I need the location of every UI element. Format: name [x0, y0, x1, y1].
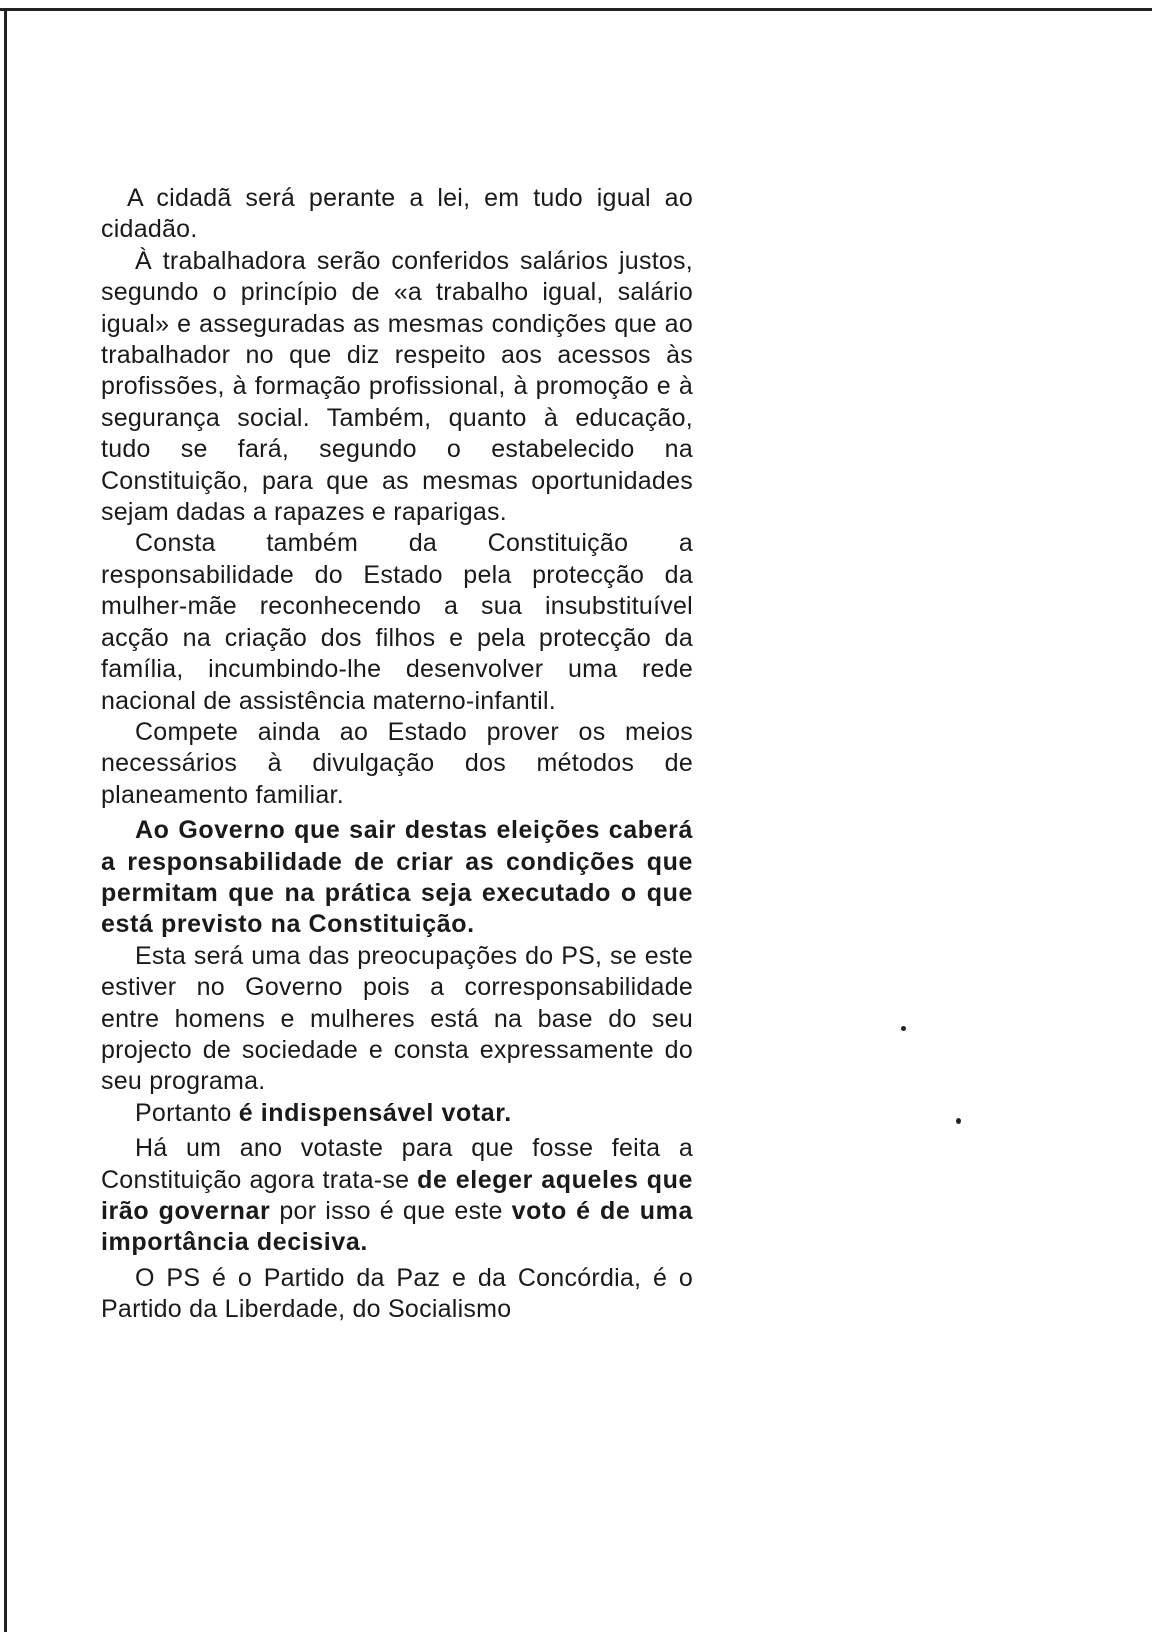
election-emphasis-1: de eleger aqueles que irão governar [101, 1165, 693, 1225]
election-emphasis-2: voto é de uma importância decisiva. [101, 1197, 693, 1257]
scan-speck [901, 1026, 906, 1031]
paragraph-equality: A cidadã será perante a lei, em tudo igual ao cidadão. [101, 184, 693, 244]
paragraph-party-identity: O PS é o Partido da Paz e da Concórdia, é o Partido da Liberdade, do Socialismo [101, 1263, 693, 1324]
page-frame-left-rule [4, 8, 7, 1632]
scan-speck [956, 1118, 961, 1124]
paragraph-motherhood: Consta também da Constituição a responsabilidade do Estado pela protecção da mulher-mãe reconhecendo a sua insubstituível acção na criação dos filhos e pela protecção da família, incumbindo-lhe desenvolver uma rede nacional de assistência materno-infantil. [101, 529, 693, 715]
paragraph-working-women: À trabalhadora serão conferidos salários justos, segundo o princípio de «a trabalho igual, salário igual» e asseguradas as mesmas condições que ao trabalhador no que diz respeito aos acessos às profissões, à formação profissional, à promoção e à segurança social. Também, quanto à educação, tudo se fará, segundo o estabelecido na Constituição, para que as mesmas oportunidades sejam dadas a rapazes e raparigas. [101, 246, 693, 527]
paragraph-vote-call [101, 1098, 693, 1129]
text-column [101, 183, 693, 1326]
election-text-part2: por isso é que este [270, 1197, 512, 1225]
paragraph-family-planning: Compete ainda ao Estado prover os meios necessários à divulgação dos métodos de planeamento familiar. [101, 717, 693, 809]
page-frame-top-rule [0, 8, 1152, 11]
paragraph-government-responsibility: Ao Governo que sair destas eleições caberá a responsabilidade de criar as condições que permitam que na prática seja executado o que está previsto na Constituição. [101, 816, 693, 939]
vote-call-emphasis: é indispensável votar. [238, 1098, 512, 1127]
paragraph-ps-concerns: Esta será uma das preocupações do PS, se este estiver no Governo pois a corresponsabilidade entre homens e mulheres está na base do seu projecto de sociedade e consta expressamente do seu programa. [101, 941, 693, 1096]
election-text-part1: Há um ano votaste para que fosse feita a Constituição agora trata-se [101, 1134, 693, 1194]
paragraph-election-importance [101, 1133, 693, 1259]
vote-call-prefix: Portanto [135, 1098, 239, 1127]
